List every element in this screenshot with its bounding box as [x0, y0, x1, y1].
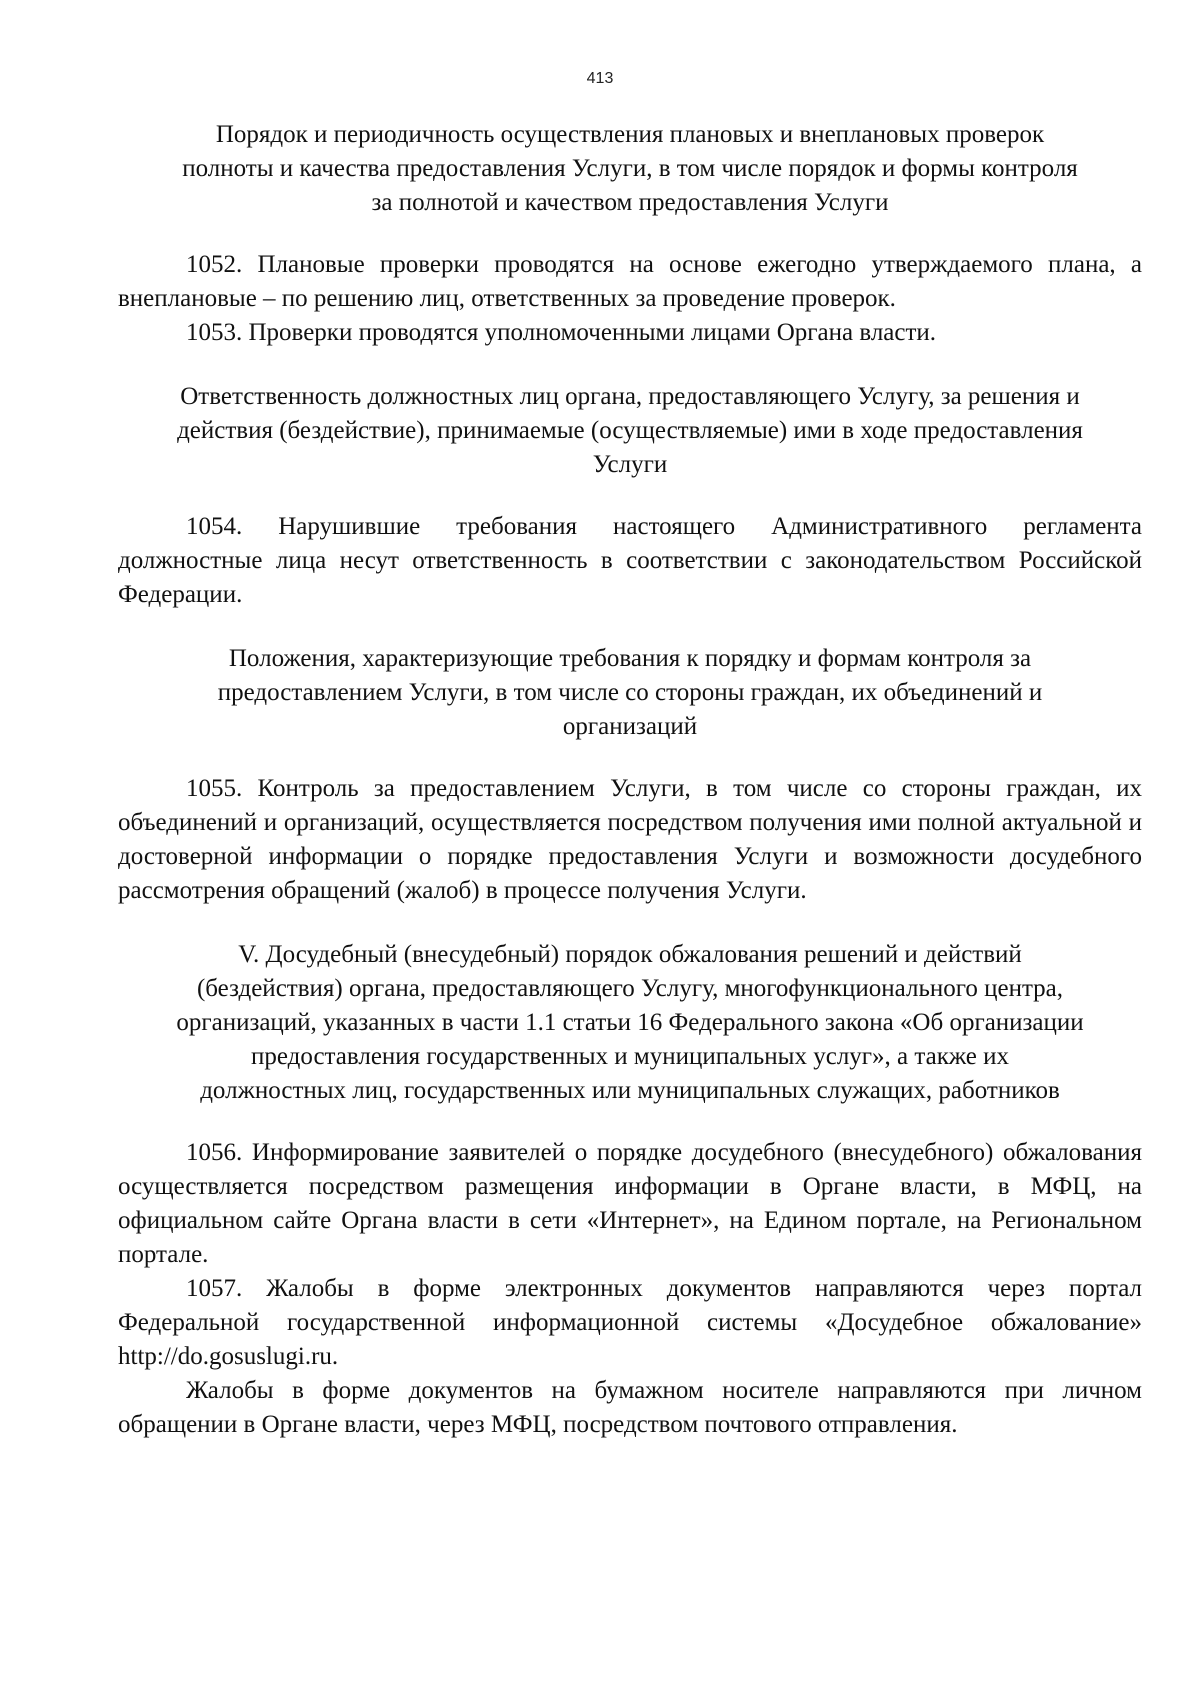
heading-line: Порядок и периодичность осуществления плановых и внеплановых проверок — [215, 121, 1045, 148]
heading-line: V. Досудебный (внесудебный) порядок обжалования решений и действий — [238, 941, 1022, 968]
section-heading-responsibility — [118, 380, 1142, 482]
heading-line: предоставлением Услуги, в том числе со стороны граждан, их объединений и — [217, 679, 1043, 706]
heading-line: действия (бездействие), принимаемые (осуществляемые) ими в ходе предоставления — [177, 417, 1083, 444]
section-heading-control-provisions — [118, 642, 1142, 744]
heading-line: организаций, указанных в части 1.1 статьи 16 Федерального закона «Об организации — [176, 1009, 1084, 1036]
paragraph-1054: 1054. Нарушившие требования настоящего Административного регламента должностные лица несут ответственность в соответствии с законодательством Российской Федерации. — [118, 513, 1142, 608]
paragraph-1056: 1056. Информирование заявителей о порядке досудебного (внесудебного) обжалования осуществляется посредством размещения информации в Органе власти, в МФЦ, на официальном сайте Органа власти в сети «Интернет», на Едином портале, на Региональном портале. — [118, 1139, 1142, 1268]
page-number: 413 — [586, 70, 614, 87]
paragraph-1055: 1055. Контроль за предоставлением Услуги, в том числе со стороны граждан, их объединений и организаций, осуществляется посредством получения ими полной актуальной и достоверной информации о порядке предоставления Услуги и возможности досудебного рассмотрения обращений (жалоб) в процессе получения Услуги. — [118, 775, 1142, 904]
heading-line: (бездействия) органа, предоставляющего Услугу, многофункционального центра, — [196, 975, 1064, 1002]
heading-line: организаций — [562, 713, 698, 740]
heading-line: за полнотой и качеством предоставления Услуги — [371, 189, 889, 216]
heading-line: Ответственность должностных лиц органа, предоставляющего Услугу, за решения и — [180, 383, 1080, 410]
heading-line: Положения, характеризующие требования к порядку и формам контроля за — [228, 645, 1032, 672]
paragraph-1052: 1052. Плановые проверки проводятся на основе ежегодно утверждаемого плана, а внеплановые – по решению лиц, ответственных за проведение проверок. — [118, 251, 1142, 312]
paragraph-paper-complaints: Жалобы в форме документов на бумажном носителе направляются при личном обращении в Органе власти, через МФЦ, посредством почтового отправления. — [118, 1377, 1142, 1438]
document-body — [118, 118, 1142, 1442]
section-heading-appeal — [118, 938, 1142, 1108]
heading-line: предоставления государственных и муниципальных услуг», а также их — [250, 1043, 1010, 1070]
paragraph-1053: 1053. Проверки проводятся уполномоченными лицами Органа власти. — [186, 319, 937, 346]
section-heading-monitoring — [118, 118, 1142, 220]
heading-line: Услуги — [592, 451, 668, 478]
paragraph-1057: 1057. Жалобы в форме электронных документов направляются через портал Федеральной государственной информационной системы «Досудебное обжалование» http://do.gosuslugi.ru. — [118, 1275, 1142, 1370]
heading-line: полноты и качества предоставления Услуги, в том числе порядок и формы контроля — [182, 155, 1078, 182]
heading-line: должностных лиц, государственных или муниципальных служащих, работников — [200, 1077, 1060, 1104]
